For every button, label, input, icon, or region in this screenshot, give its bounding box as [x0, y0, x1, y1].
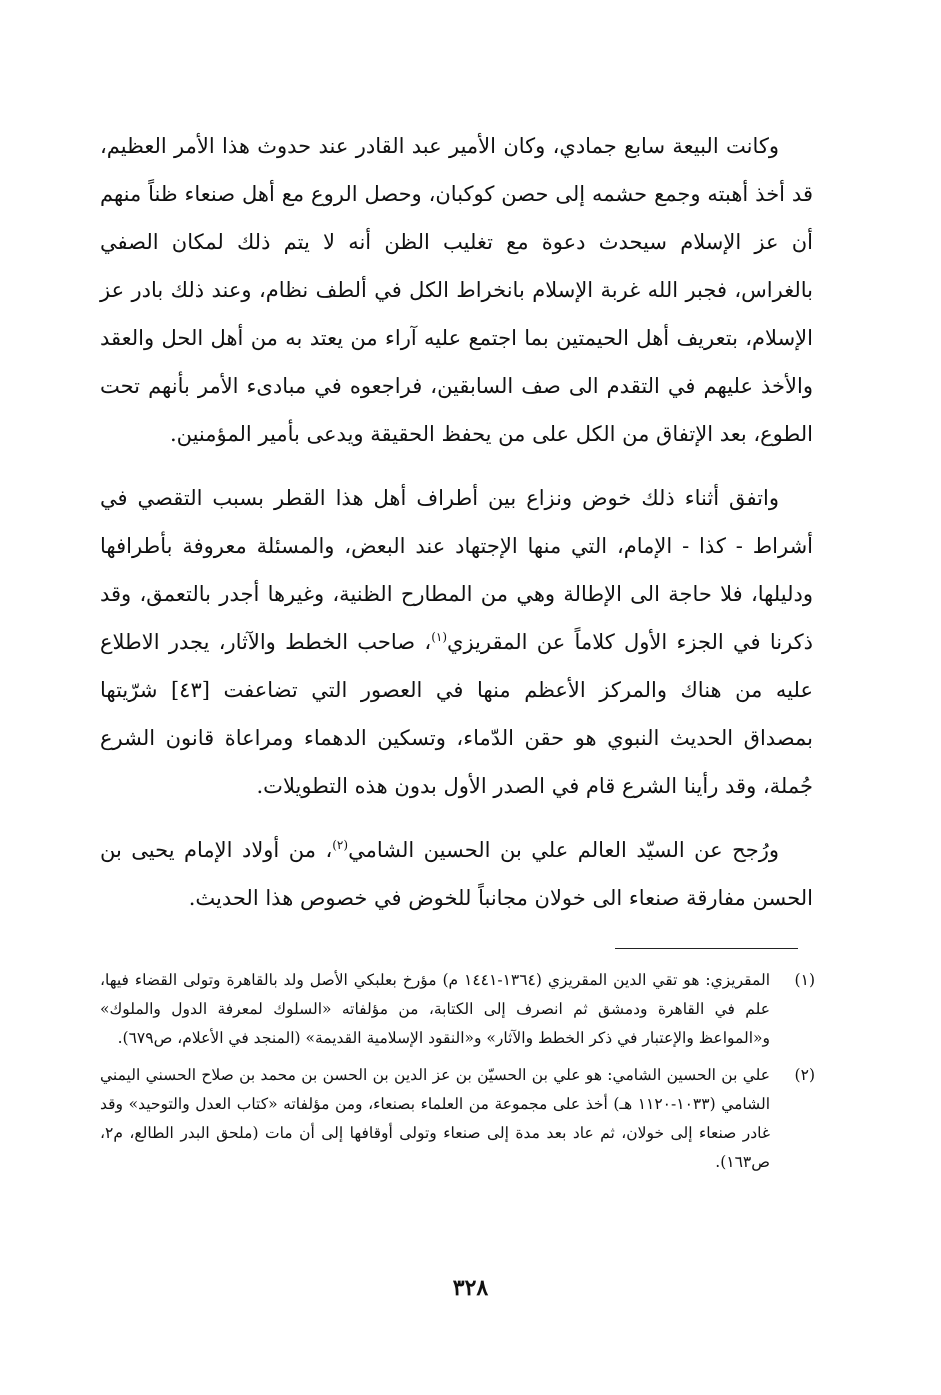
page-number: ٣٢٨ [452, 1275, 489, 1301]
footnote-1 [100, 966, 815, 1053]
paragraph-3-text-b: ، من أولاد الإمام يحيى بن الحسن مفارقة صنعاء الى خولان مجانباً للخوض في خصوص هذا الحديث. [100, 838, 813, 910]
paragraph-2-text-b: ، صاحب الخطط والآثار، يجدر الاطلاع عليه من هناك والمركز الأعظم منها في العصور التي تضاعفت [٤٣] شرّيتها بمصداق الحديث النبوي هو حقن الدّماء، وتسكين الدهماء ومراعاة قانون الشرع جُملة، وقد رأينا الشرع قام في الصدر الأول بدون هذه التطويلات. [100, 630, 813, 798]
footnote-number: (٢) [794, 1066, 815, 1084]
paragraph-2-text-a: واتفق أثناء ذلك خوض ونزاع بين أطراف أهل هذا القطر بسبب التقصي في أشراط - كذا - الإمام، التي منها الإجتهاد عند البعض، والمسئلة معروفة بأطرافها ودليلها، فلا حاجة الى الإطالة وهي من المطارح الظنية، وغيرها أجدر بالتعمق، وقد ذكرنا في الجزء الأول كلاماً عن المقريزي [100, 486, 813, 654]
paragraph-1: وكانت البيعة سابع جمادي، وكان الأمير عبد القادر عند حدوث هذا الأمر العظيم، قد أخذ أهبته وجمع حشمه إلى حصن كوكبان، وحصل الروع مع أهل صنعاء ظناً منهم أن عز الإسلام سيحدث دعوة مع تغليب الظن أنه لا يتم ذلك لمكان الصفي بالغراس، فجبر الله غربة الإسلام بانخراط الكل في ألطف نظام، وعند ذلك بادر عز الإسلام، بتعريف أهل الحيمتين بما اجتمع عليه آراء من يعتد به من أهل الحل والعقد والأخذ عليهم في التقدم الى صف السابقين، فراجعوه في مبادىء الأمر بأنهم تحت الطوع، بعد الإتفاق من الكل على من يحفظ الحقيقة ويدعى بأمير المؤمنين. [100, 134, 814, 446]
footnote-number: (١) [794, 971, 815, 989]
paragraph-3 [100, 826, 813, 922]
footnote-ref-1: (١) [431, 630, 448, 644]
footnote-text: علي بن الحسين الشامي: هو علي بن الحسيّن بن عز الدين بن الحسن بن محمد بن صلاح الحسني اليمني الشامي (١٠٣٣-١١٢٠ هـ) أخذ على مجموعة من العلماء بصنعاء، ومن مؤلفاته «كتاب العدل والتوحيد» وقد غادر صنعاء إلى خولان، ثم عاد بعد مدة إلى صنعاء وتولى أوقافها إلى أن مات (ملحق البدر الطالع، م٢، ص١٦٣). [100, 1066, 771, 1171]
paragraph-3-text-a: ورُجح عن السيّد العالم علي بن الحسين الشامي [348, 838, 779, 862]
footnote-separator [615, 948, 798, 949]
footnote-2 [100, 1061, 815, 1177]
footnotes [100, 966, 815, 1185]
main-text [100, 122, 813, 922]
paragraph-2 [100, 474, 813, 810]
footnote-ref-2: (٢) [332, 838, 349, 852]
footnote-text: المقريزي: هو تقي الدين المقريزي (١٣٦٤-١٤٤١ م) مؤرخ بعلبكي الأصل ولد بالقاهرة وتولى القضاء فيها، علم في القاهرة ودمشق ثم انصرف إلى الكتابة، من مؤلفاته «السلوك لمعرفة الدول والملوك» و«المواعظ والإعتبار في ذكر الخطط والآثار» و«النقود الإسلامية القديمة» (المنجد في الأعلام، ص٦٧٩). [100, 971, 771, 1047]
